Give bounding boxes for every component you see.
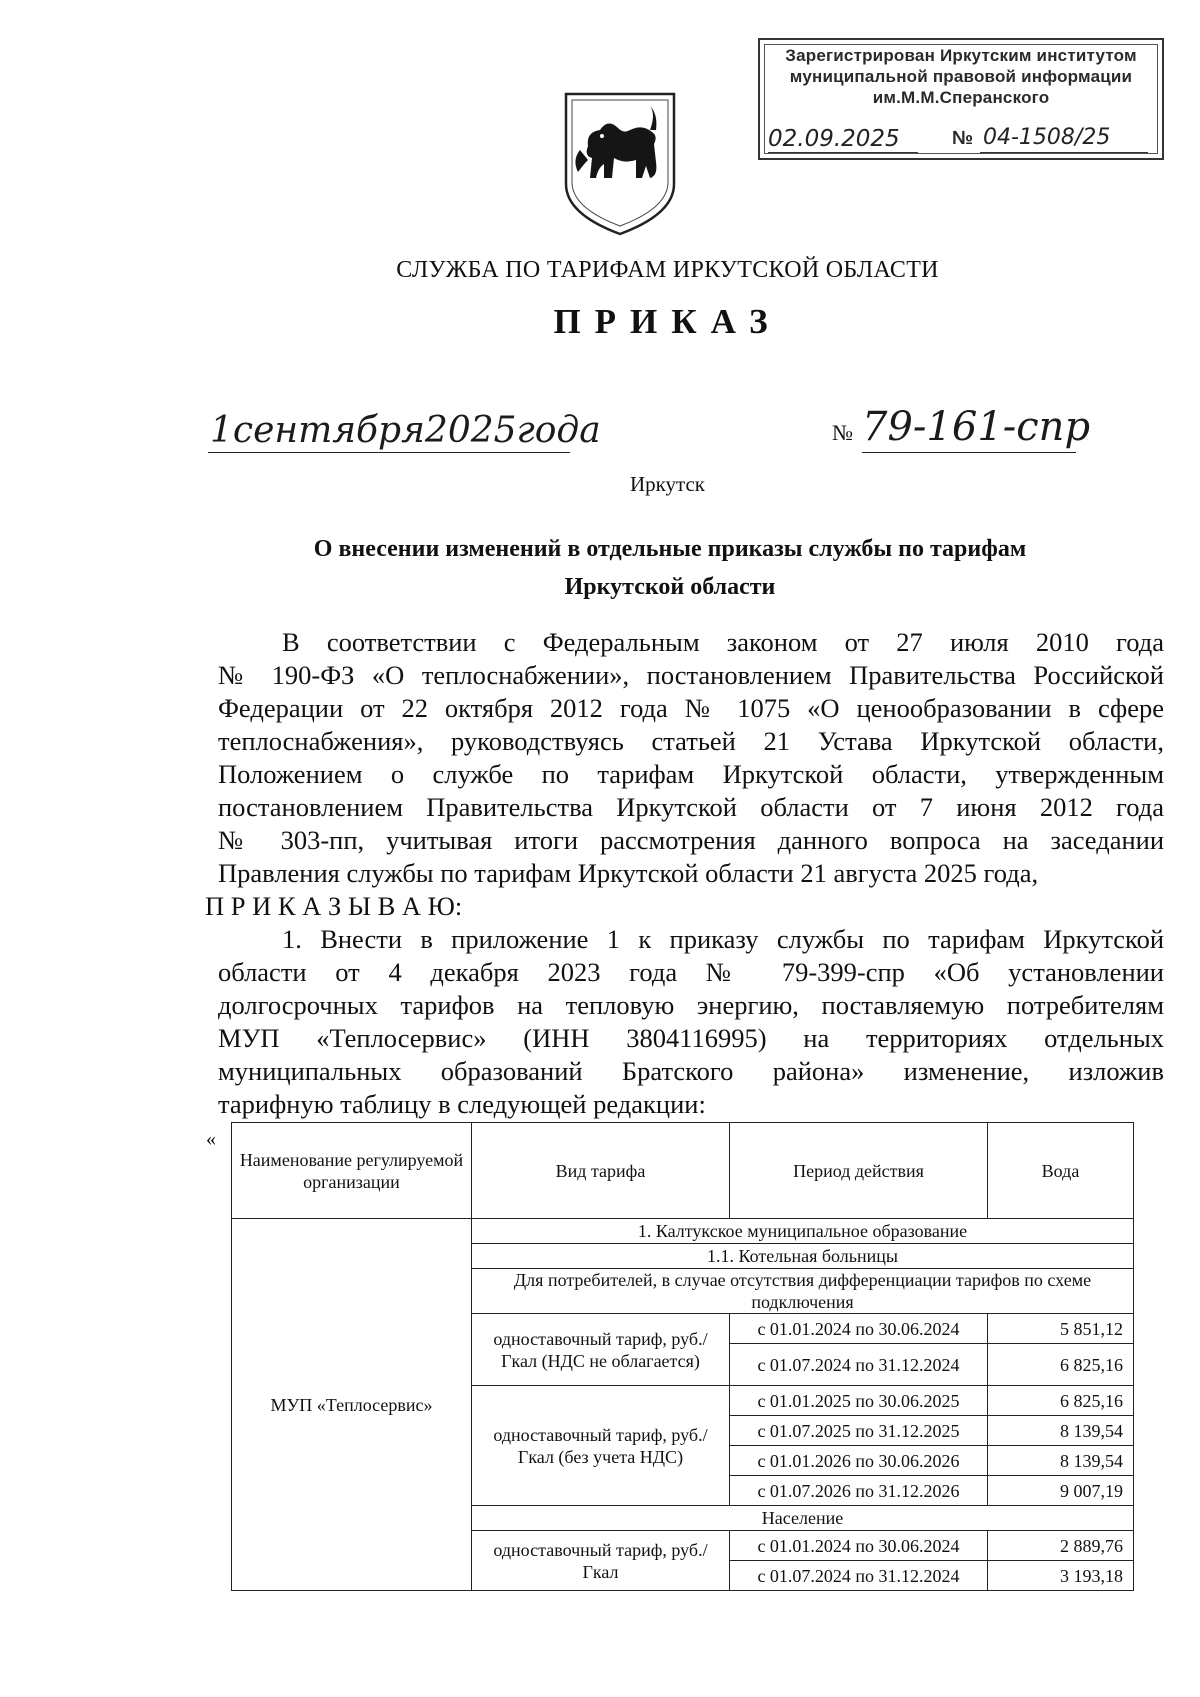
group-population-row: Население	[472, 1506, 1134, 1531]
p1-line-3: Федерации от 22 октября 2012 года № 1075 «О ценообразовании в сфере	[218, 693, 1164, 723]
p1-line-5: Положением о службе по тарифам Иркутской области, утвержденным	[218, 759, 1164, 789]
tariff-table	[231, 1122, 1134, 1591]
order-number-label: №	[832, 420, 853, 445]
header-period: Период действия	[730, 1123, 988, 1219]
municipality-row: 1. Калтукское муниципальное образование	[472, 1219, 1134, 1244]
period-cell: с 01.01.2026 по 30.06.2026	[730, 1446, 988, 1476]
header-tariff-type: Вид тарифа	[472, 1123, 730, 1219]
p2-line-1: 1. Внести в приложение 1 к приказу службы по тарифам Иркутской	[282, 924, 1164, 954]
p2-line-3: долгосрочных тарифов на тепловую энергию, поставляемую потребителям	[218, 990, 1164, 1020]
stamp-line-3: им.М.М.Сперанского	[872, 88, 1050, 107]
tariff-type-no-vat: одноставочный тариф, руб./Гкал (без учета НДС)	[472, 1386, 730, 1506]
order-date-underline	[208, 452, 570, 453]
period-cell: с 01.07.2025 по 31.12.2025	[730, 1416, 988, 1446]
stamp-number: 04-1508/25	[983, 125, 1111, 150]
period-cell: с 01.07.2024 по 31.12.2024	[730, 1561, 988, 1591]
order-date: 1сентября2025года	[210, 410, 601, 451]
period-cell: с 01.07.2024 по 31.12.2024	[730, 1344, 988, 1386]
p1-line-7: № 303-пп, учитывая итоги рассмотрения данного вопроса на заседании	[218, 825, 1164, 855]
period-cell: с 01.01.2024 по 30.06.2024	[730, 1314, 988, 1344]
value-cell: 8 139,54	[988, 1416, 1134, 1446]
value-cell: 5 851,12	[988, 1314, 1134, 1344]
value-cell: 6 825,16	[988, 1344, 1134, 1386]
value-cell: 9 007,19	[988, 1476, 1134, 1506]
opening-quote: «	[206, 1128, 216, 1150]
group-consumers-row: Для потребителей, в случае отсутствия дифференциации тарифов по схеме подключения	[472, 1269, 1134, 1314]
coat-of-arms-emblem	[558, 88, 682, 238]
table-row	[232, 1219, 1134, 1244]
p2-line-2: области от 4 декабря 2023 года № 79-399-спр «Об установлении	[218, 957, 1164, 987]
p1-line-2: № 190-ФЗ «О теплоснабжении», постановлением Правительства Российской	[218, 660, 1164, 690]
header-organization: Наименование регулируемой организации	[232, 1123, 472, 1219]
period-cell: с 01.01.2025 по 30.06.2025	[730, 1386, 988, 1416]
p2-line-4: МУП «Теплосервис» (ИНН 3804116995) на территориях отдельных	[218, 1023, 1164, 1053]
p2-line-5: муниципальных образований Братского района» изменение, изложив	[218, 1056, 1164, 1086]
p1-line-8: Правления службы по тарифам Иркутской области 21 августа 2025 года,	[218, 858, 1039, 888]
period-cell: с 01.01.2024 по 30.06.2024	[730, 1531, 988, 1561]
document-type: ПРИКАЗ	[553, 302, 782, 341]
title-line-2: Иркутской области	[564, 574, 776, 600]
header-water: Вода	[988, 1123, 1134, 1219]
value-cell: 6 825,16	[988, 1386, 1134, 1416]
p1-line-6: постановлением Правительства Иркутской области от 7 июня 2012 года	[218, 792, 1164, 822]
stamp-line-1: Зарегистрирован Иркутским институтом	[785, 46, 1137, 65]
city: Иркутск	[629, 472, 706, 496]
agency-name: СЛУЖБА ПО ТАРИФАМ ИРКУТСКОЙ ОБЛАСТИ	[396, 257, 939, 283]
stamp-line-2: муниципальной правовой информации	[789, 67, 1133, 86]
order-word: П Р И К А З Ы В А Ю:	[205, 891, 463, 921]
registration-stamp	[758, 38, 1164, 160]
value-cell: 2 889,76	[988, 1531, 1134, 1561]
document-title	[240, 530, 1100, 606]
boiler-row: 1.1. Котельная больницы	[472, 1244, 1134, 1269]
order-number-underline	[862, 452, 1076, 453]
p1-line-4: теплоснабжения», руководствуясь статьей 21 Устава Иркутской области,	[218, 726, 1164, 756]
value-cell: 3 193,18	[988, 1561, 1134, 1591]
table-header-row	[232, 1123, 1134, 1219]
p2-line-6: тарифную таблицу в следующей редакции:	[218, 1089, 706, 1119]
stamp-number-label: №	[952, 128, 974, 149]
tariff-type-nds-free: одноставочный тариф, руб./Гкал (НДС не облагается)	[472, 1314, 730, 1386]
stamp-date: 02.09.2025	[768, 126, 900, 152]
tariff-type-population: одноставочный тариф, руб./Гкал	[472, 1531, 730, 1591]
title-line-1: О внесении изменений в отдельные приказы службы по тарифам	[313, 536, 1027, 562]
organization-cell: МУП «Теплосервис»	[232, 1219, 472, 1591]
p1-line-1: В соответствии с Федеральным законом от 27 июля 2010 года	[282, 627, 1164, 657]
period-cell: с 01.07.2026 по 31.12.2026	[730, 1476, 988, 1506]
value-cell: 8 139,54	[988, 1446, 1134, 1476]
order-number: 79-161-спр	[862, 404, 1091, 450]
